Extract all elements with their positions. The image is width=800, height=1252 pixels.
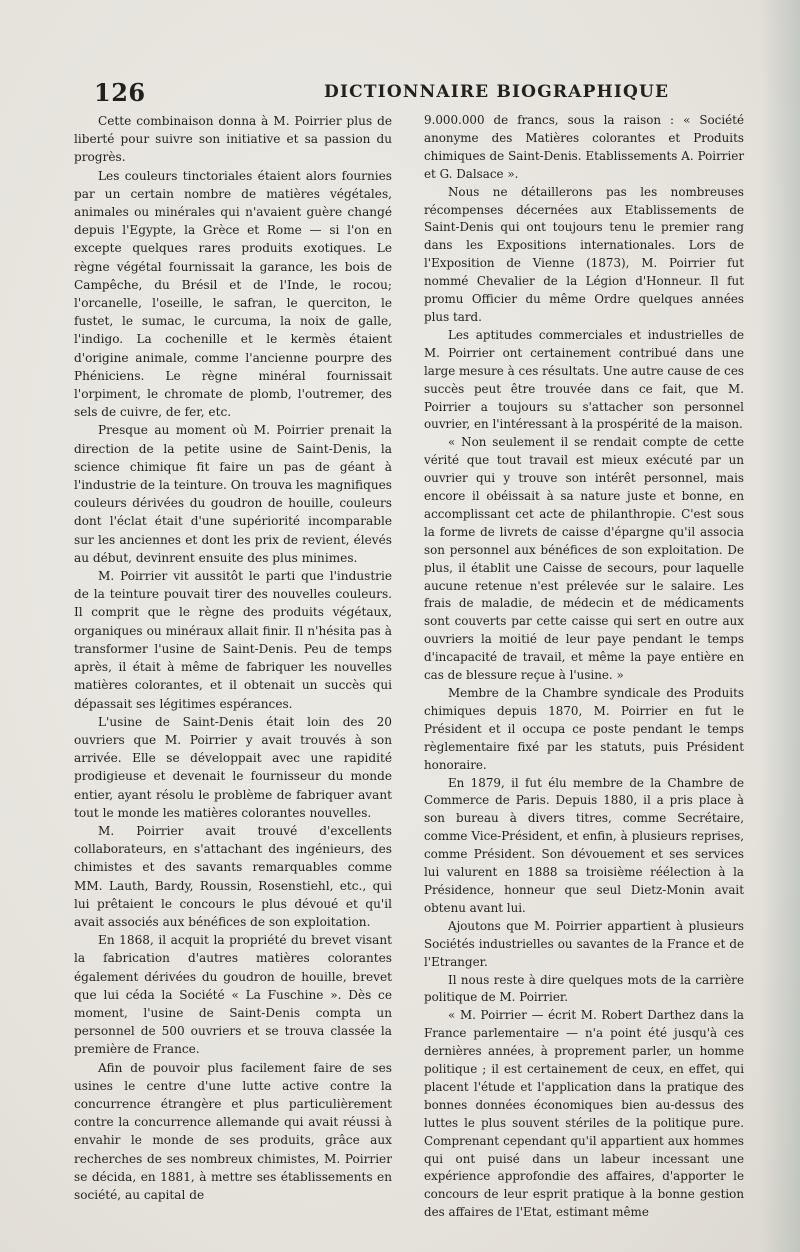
running-title: DICTIONNAIRE BIOGRAPHIQUE	[324, 82, 670, 102]
page-header	[94, 78, 794, 108]
paragraph: Nous ne détaillerons pas les nombreuses récompenses décernées aux Etablissements de Saint-Denis qui ont toujours tenu le premier rang dans les Expositions internationales. Lors de l'Exposition de Vienne (1873), M. Poirrier fut nommé Chevalier de la Légion d'Honneur. Il fut promu Officier du même Ordre quelques années plus tard.	[424, 184, 744, 324]
paragraph: M. Poirrier avait trouvé d'excellents collaborateurs, en s'attachant des ingénieurs, des chimistes et des savants remarquables comme MM. Lauth, Bardy, Roussin, Rosenstiehl, etc., qui lui prêtaient le concours le plus dévoué et qu'il avait associés aux bénéfices de son exploitation.	[74, 823, 392, 929]
paragraph: M. Poirrier vit aussitôt le parti que l'industrie de la teinture pouvait tirer des nouvelles couleurs. Il comprit que le règne des produits végétaux, organiques ou minéraux allait finir. Il n'hésita pas à transformer l'usine de Saint-Denis. Peu de temps après, il était à même de fabriquer les nouvelles matières colorantes, et il obtenait un succès qui dépassait ses légitimes espérances.	[74, 569, 392, 711]
paragraph: Les aptitudes commerciales et industrielles de M. Poirrier ont certainement contribué dans une large mesure à ces résultats. Une autre cause de ces succès peut être trouvée dans ce fait, que M. Poirrier a toujours su s'attacher son personnel ouvrier, en l'intéressant à la prospérité de la maison.	[424, 327, 744, 432]
paragraph: Ajoutons que M. Poirrier appartient à plusieurs Sociétés industrielles ou savantes de la France et de l'Etranger.	[424, 918, 744, 969]
paragraph: L'usine de Saint-Denis était loin des 20 ouvriers que M. Poirrier y avait trouvés à son arrivée. Elle se développait avec une rapidité prodigieuse et devenait le fournisseur du monde entier, ayant résolu le problème de fabriquer avant tout le monde les matières colorantes nouvelles.	[74, 714, 392, 820]
paragraph: Membre de la Chambre syndicale des Produits chimiques depuis 1870, M. Poirrier en fut le Président et il occupa ce poste pendant le temps règlementaire fixé par les statuts, puis Président honoraire.	[424, 686, 744, 772]
paragraph: Il nous reste à dire quelques mots de la carrière politique de M. Poirrier.	[424, 972, 744, 1005]
paragraph: Afin de pouvoir plus facilement faire de ses usines le centre d'une lutte active contre la concurrence étrangère et plus particulièrement contre la concurrence allemande qui avait réussi à envahir le monde de ses produits, grâce aux recherches de ses nombreux chimistes, M. Poirrier se décida, en 1881, à mettre ses établissements en société, au capital de	[74, 1060, 392, 1202]
paragraph: En 1879, il fut élu membre de la Chambre de Commerce de Paris. Depuis 1880, il a pris place à son bureau à divers titres, comme Secrétaire, comme Vice-Président, et enfin, à plusieurs reprises, comme Président. Son dévouement et ses services lui valurent en 1888 sa troisième réélection à la Présidence, honneur que seul Dietz-Monin avait obtenu avant lui.	[424, 775, 744, 915]
paragraph: Les couleurs tinctoriales étaient alors fournies par un certain nombre de matières végétales, animales ou minérales qui n'avaient guère changé depuis l'Egypte, la Grèce et Rome — si l'on en excepte quelques rares produits exotiques. Le règne végétal fournissait la garance, les bois de Campêche, du Brésil et de l'Inde, le rocou; l'orcanelle, l'oseille, le safran, le querciton, le fustet, le sumac, le curcuma, la noix de galle, l'indigo. La cochenille et le kermès étaient d'origine animale, comme l'ancienne pourpre des Phéniciens. Le règne minéral fournissait l'orpiment, le chromate de plomb, l'outremer, des sels de cuivre, de fer, etc.	[74, 168, 392, 420]
scan-edge-shadow	[760, 0, 800, 1252]
right-column	[424, 112, 744, 1222]
paragraph: Presque au moment où M. Poirrier prenait la direction de la petite usine de Saint-Denis, la science chimique fit faire un pas de géant à l'industrie de la teinture. On trouva les magnifiques couleurs dérivées du goudron de houille, couleurs dont l'éclat était d'une supériorité incomparable sur les anciennes et dont les prix de revient, élevés au début, devinrent ensuite des plus minimes.	[74, 423, 392, 565]
paragraph: 9.000.000 de francs, sous la raison : « Société anonyme des Matières colorantes et Produits chimiques de Saint-Denis. Etablissements A. Poirrier et G. Dalsace ».	[424, 113, 744, 181]
paragraph: « Non seulement il se rendait compte de cette vérité que tout travail est mieux exécuté par un ouvrier qui y trouve son intérêt personnel, mais encore il obéissait à sa nature juste et bonne, en accomplissant cet acte de philanthropie. C'est sous la forme de livrets de caisse d'épargne qu'il associa son personnel aux bénéfices de son exploitation. De plus, il établit une Caisse de secours, pour laquelle aucune retenue n'est prélevée sur le salaire. Les frais de maladie, de médecin et de médicaments sont couverts par cette caisse qui sert en outre aux ouvriers la moitié de leur paye pendant le temps d'incapacité de travail, et même la paye entière en cas de blessure reçue à l'usine. »	[424, 435, 744, 683]
paragraph: « M. Poirrier — écrit M. Robert Darthez dans la France parlementaire — n'a point été jusqu'à ces dernières années, à proprement parler, un homme politique ; il est certainement de ceux, en effet, qui placent l'étude et l'application dans la pratique des bonnes données économiques bien au-dessus des luttes le plus souvent stériles de la politique pure. Comprenant cependant qu'il appartient aux hommes qui ont puisé dans un labeur incessant une expérience approfondie des affaires, d'apporter le concours de leur esprit pratique à la bonne gestion des affaires de l'Etat, estimant même	[424, 1008, 744, 1220]
left-column	[74, 112, 392, 1204]
paragraph: Cette combinaison donna à M. Poirrier plus de liberté pour suivre son initiative et sa passion du progrès.	[74, 114, 392, 165]
paragraph: En 1868, il acquit la propriété du brevet visant la fabrication d'autres matières colorantes également dérivées du goudron de houille, brevet que lui céda la Société « La Fuschine ». Dès ce moment, l'usine de Saint-Denis compta un personnel de 500 ouvriers et se trouva classée la première de France.	[74, 933, 392, 1057]
page-number: 126	[94, 78, 146, 107]
